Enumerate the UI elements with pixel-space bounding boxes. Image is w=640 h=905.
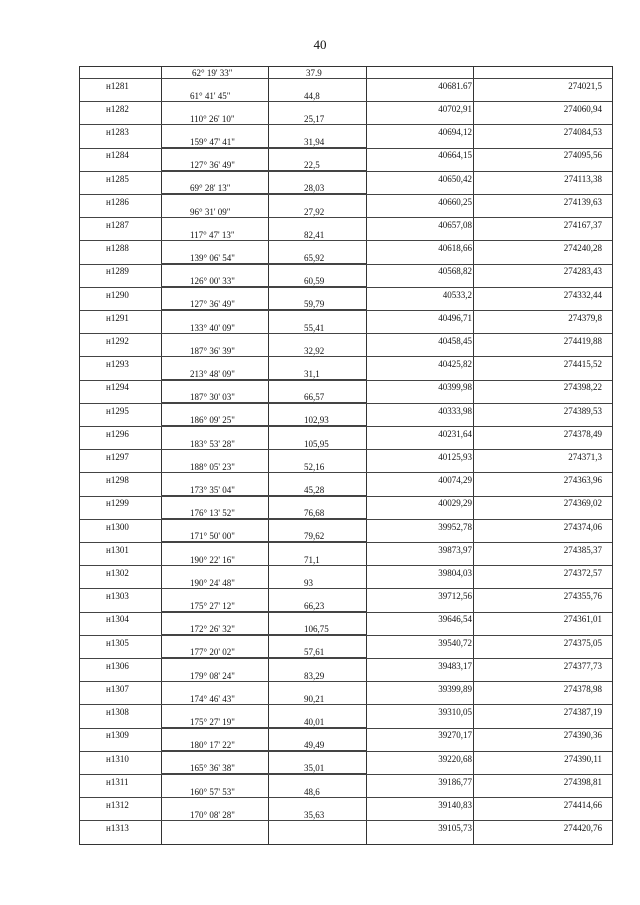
y-coordinate-cell: 274372,57 (563, 568, 602, 578)
row-divider (80, 194, 612, 195)
distance-cell: 59,79 (304, 299, 325, 310)
x-coordinate-cell: 40568,82 (438, 266, 472, 277)
distance-cell: 27,92 (304, 206, 325, 217)
distance-cell: 48,6 (304, 786, 320, 797)
angle-cell: 117° 47' 13" (190, 229, 235, 240)
distance-cell: 66,57 (304, 392, 325, 403)
x-coordinate-cell: 39540,72 (438, 637, 472, 648)
distance-cell: 76,68 (304, 508, 325, 519)
y-coordinate-cell: 274377,73 (563, 660, 602, 671)
x-coordinate-cell: 39646,54 (438, 614, 472, 625)
distance-cell: 22,5 (304, 160, 320, 171)
angle-cell: 172° 26' 32" (190, 624, 235, 635)
row-divider (80, 310, 612, 311)
angle-cell: 69° 28' 13" (190, 183, 231, 194)
y-coordinate-cell: 274139,63 (563, 196, 602, 207)
point-id-cell: н1310 (106, 753, 129, 764)
angle-cell: 62° 19' 33" (192, 68, 233, 78)
angle-cell: 179° 08' 24" (190, 670, 235, 681)
angle-cell: 180° 17' 22" (190, 740, 235, 751)
distance-cell: 60,59 (304, 276, 325, 287)
x-coordinate-cell: 39310,05 (438, 707, 472, 718)
x-coordinate-cell: 40458,45 (438, 336, 472, 346)
angle-cell: 165° 36' 38" (190, 763, 235, 774)
x-coordinate-cell: 40702,91 (438, 104, 472, 114)
point-id-cell: н1284 (106, 150, 129, 161)
point-id-cell: н1282 (106, 104, 129, 114)
x-coordinate-cell: 40533,2 (442, 289, 472, 300)
point-id-cell: н1300 (106, 521, 129, 532)
distance-cell: 52,16 (304, 461, 325, 472)
point-id-cell: н1289 (106, 266, 129, 277)
point-id-cell: н1292 (106, 336, 129, 346)
row-divider (80, 171, 612, 172)
distance-cell: 28,03 (304, 183, 325, 194)
row-divider (80, 78, 612, 79)
y-coordinate-cell: 274374,06 (563, 521, 602, 532)
row-divider (80, 820, 612, 821)
distance-cell: 79,62 (304, 531, 325, 542)
row-divider (80, 728, 612, 729)
y-coordinate-cell: 274355,76 (563, 591, 602, 602)
x-coordinate-cell: 40074,29 (438, 475, 472, 486)
distance-cell: 31,94 (304, 137, 325, 147)
coordinates-table (79, 66, 613, 845)
distance-cell: 82,41 (304, 229, 325, 240)
y-coordinate-cell: 274060,94 (563, 104, 602, 114)
x-coordinate-cell: 40660,25 (438, 196, 472, 207)
y-coordinate-cell: 274390,11 (564, 753, 602, 764)
y-coordinate-cell: 274021,5 (568, 80, 602, 91)
point-id-cell: н1311 (106, 776, 129, 787)
row-divider (80, 217, 612, 218)
point-id-cell: н1291 (106, 312, 129, 323)
x-coordinate-cell: 40231,64 (438, 428, 472, 439)
distance-cell: 90,21 (304, 693, 325, 704)
point-id-cell: н1298 (106, 475, 129, 486)
row-divider (80, 565, 612, 566)
point-id-cell: н1290 (106, 289, 129, 300)
y-coordinate-cell: 274387,19 (563, 707, 602, 718)
x-coordinate-cell: 40333,98 (438, 405, 472, 416)
point-id-cell: н1294 (106, 382, 129, 393)
row-divider (80, 704, 612, 705)
point-id-cell: н1313 (106, 823, 129, 834)
row-divider (80, 797, 612, 798)
row-divider (80, 148, 612, 149)
angle-cell: 133° 40' 09" (190, 322, 235, 333)
row-divider (80, 124, 612, 125)
point-id-cell: н1309 (106, 730, 129, 741)
point-id-cell: н1283 (106, 127, 129, 138)
distance-cell: 45,28 (304, 485, 325, 495)
angle-cell: 170° 08' 28" (190, 809, 235, 820)
row-divider (80, 519, 612, 520)
distance-cell: 44,8 (304, 90, 320, 101)
x-coordinate-cell: 39804,03 (438, 568, 472, 578)
distance-cell: 93 (304, 577, 313, 588)
row-divider (80, 751, 612, 752)
row-divider (80, 101, 612, 102)
y-coordinate-cell: 274419,88 (563, 336, 602, 346)
distance-cell: 55,41 (304, 322, 325, 333)
x-coordinate-cell: 40650,42 (438, 173, 472, 184)
x-coordinate-cell: 39483,17 (438, 660, 472, 671)
distance-cell: 102,93 (304, 415, 329, 426)
point-id-cell: н1296 (106, 428, 129, 439)
point-id-cell: н1293 (106, 359, 129, 370)
y-coordinate-cell: 274389,53 (563, 405, 602, 416)
angle-cell: 175° 27' 19" (190, 717, 235, 727)
y-coordinate-cell: 274415,52 (563, 359, 602, 370)
y-coordinate-cell: 274283,43 (563, 266, 602, 277)
angle-cell: 171° 50' 00" (190, 531, 235, 542)
distance-cell: 106,75 (304, 624, 329, 635)
row-divider (80, 240, 612, 241)
point-id-cell: н1304 (106, 614, 129, 625)
y-coordinate-cell: 274378,98 (563, 684, 602, 694)
x-coordinate-cell: 39105,73 (438, 823, 472, 834)
row-divider (80, 635, 612, 636)
angle-cell: 213° 48' 09" (190, 369, 235, 379)
point-id-cell: н1308 (106, 707, 129, 718)
angle-cell: 183° 53' 28" (190, 438, 235, 449)
y-coordinate-cell: 274095,56 (563, 150, 602, 161)
y-coordinate-cell: 274363,96 (563, 475, 602, 486)
y-coordinate-cell: 274414,66 (563, 800, 602, 810)
angle-cell: 190° 24' 48" (190, 577, 235, 588)
y-coordinate-cell: 274240,28 (563, 243, 602, 254)
distance-cell: 105,95 (304, 438, 329, 449)
row-divider (80, 356, 612, 357)
angle-cell: 187° 36' 39" (190, 345, 235, 356)
distance-cell: 65,92 (304, 253, 325, 263)
angle-cell: 173° 35' 04" (190, 485, 235, 495)
point-id-cell: н1287 (106, 220, 129, 230)
distance-cell: 40,01 (304, 717, 325, 727)
angle-cell: 175° 27' 12" (190, 601, 235, 611)
x-coordinate-cell: 40681.67 (438, 80, 472, 91)
x-coordinate-cell: 39712,56 (438, 591, 472, 602)
angle-cell: 96° 31' 09" (190, 206, 231, 217)
angle-cell: 190° 22' 16" (190, 554, 235, 565)
x-coordinate-cell: 39220,68 (438, 753, 472, 764)
point-id-cell: н1312 (106, 800, 129, 810)
angle-cell: 127° 36' 49" (190, 160, 235, 171)
y-coordinate-cell: 274378,49 (563, 428, 602, 439)
point-id-cell: н1302 (106, 568, 129, 578)
distance-cell: 35,01 (304, 763, 325, 774)
distance-cell: 31,1 (304, 369, 320, 379)
x-coordinate-cell: 40125,93 (438, 452, 472, 462)
angle-cell: 177° 20' 02" (190, 647, 235, 658)
row-divider (80, 449, 612, 450)
page-number: 40 (313, 37, 327, 52)
row-divider (80, 380, 612, 381)
y-coordinate-cell: 274390,36 (563, 730, 602, 741)
point-id-cell: н1301 (106, 544, 129, 555)
point-id-cell: н1288 (106, 243, 129, 254)
point-id-cell: н1303 (106, 591, 129, 602)
row-divider (80, 472, 612, 473)
y-coordinate-cell: 274167,37 (563, 220, 602, 230)
distance-cell: 32,92 (304, 345, 325, 356)
x-coordinate-cell: 40399,98 (438, 382, 472, 393)
row-divider (80, 403, 612, 404)
point-id-cell: н1305 (106, 637, 129, 648)
row-divider (80, 542, 612, 543)
x-coordinate-cell: 40664,15 (438, 150, 472, 161)
angle-cell: 160° 57' 53" (190, 786, 235, 797)
angle-cell: 159° 47' 41" (190, 137, 235, 147)
x-coordinate-cell: 40029,29 (438, 498, 472, 509)
y-coordinate-cell: 274084,53 (563, 127, 602, 138)
x-coordinate-cell: 39140,83 (438, 800, 472, 810)
row-divider (80, 588, 612, 589)
point-id-cell: н1307 (106, 684, 129, 694)
distance-cell: 83,29 (304, 670, 325, 681)
y-coordinate-cell: 274369,02 (563, 498, 602, 509)
row-divider (80, 681, 612, 682)
row-divider (80, 774, 612, 775)
distance-cell: 66,23 (304, 601, 325, 611)
distance-cell: 71,1 (304, 554, 320, 565)
x-coordinate-cell: 40618,66 (438, 243, 472, 254)
row-divider (80, 658, 612, 659)
angle-cell: 127° 36' 49" (190, 299, 235, 310)
x-coordinate-cell: 40694,12 (438, 127, 472, 138)
y-coordinate-cell: 274113,38 (564, 173, 602, 184)
y-coordinate-cell: 274375,05 (563, 637, 602, 648)
angle-cell: 188° 05' 23" (190, 461, 235, 472)
y-coordinate-cell: 274371,3 (568, 452, 602, 462)
angle-cell: 110° 26' 10" (190, 113, 235, 124)
point-id-cell: н1286 (106, 196, 129, 207)
x-coordinate-cell: 40496,71 (438, 312, 472, 323)
row-divider (80, 264, 612, 265)
angle-cell: 139° 06' 54" (190, 253, 235, 263)
point-id-cell: н1295 (106, 405, 129, 416)
x-coordinate-cell: 40425,82 (438, 359, 472, 370)
x-coordinate-cell: 39270,17 (438, 730, 472, 741)
distance-cell: 25,17 (304, 113, 325, 124)
y-coordinate-cell: 274398,81 (563, 776, 602, 787)
x-coordinate-cell: 39952,78 (438, 521, 472, 532)
point-id-cell: н1285 (106, 173, 129, 184)
row-divider (80, 496, 612, 497)
angle-cell: 176° 13' 52" (190, 508, 235, 519)
x-coordinate-cell: 40657,08 (438, 220, 472, 230)
distance-cell: 49,49 (304, 740, 325, 751)
point-id-cell: н1281 (106, 80, 129, 91)
angle-cell: 186° 09' 25" (190, 415, 235, 426)
angle-cell: 61° 41' 45" (190, 90, 231, 101)
row-divider (80, 287, 612, 288)
row-divider (80, 426, 612, 427)
y-coordinate-cell: 274398,22 (563, 382, 602, 393)
angle-cell: 126° 00' 33" (190, 276, 235, 287)
y-coordinate-cell: 274385,37 (563, 544, 602, 555)
point-id-cell: н1306 (106, 660, 129, 671)
row-divider (80, 333, 612, 334)
y-coordinate-cell: 274379,8 (568, 312, 602, 323)
distance-cell: 57,61 (304, 647, 325, 658)
x-coordinate-cell: 39186,77 (438, 776, 472, 787)
point-id-cell: н1297 (106, 452, 129, 462)
distance-cell: 37.9 (306, 68, 322, 78)
x-coordinate-cell: 39399,89 (438, 684, 472, 694)
y-coordinate-cell: 274361,01 (563, 614, 602, 625)
angle-cell: 187° 30' 03" (190, 392, 235, 403)
distance-cell: 35,63 (304, 809, 325, 820)
x-coordinate-cell: 39873,97 (438, 544, 472, 555)
point-id-cell: н1299 (106, 498, 129, 509)
y-coordinate-cell: 274332,44 (563, 289, 602, 300)
angle-cell: 174° 46' 43" (190, 693, 235, 704)
y-coordinate-cell: 274420,76 (563, 823, 602, 834)
row-divider (80, 612, 612, 613)
